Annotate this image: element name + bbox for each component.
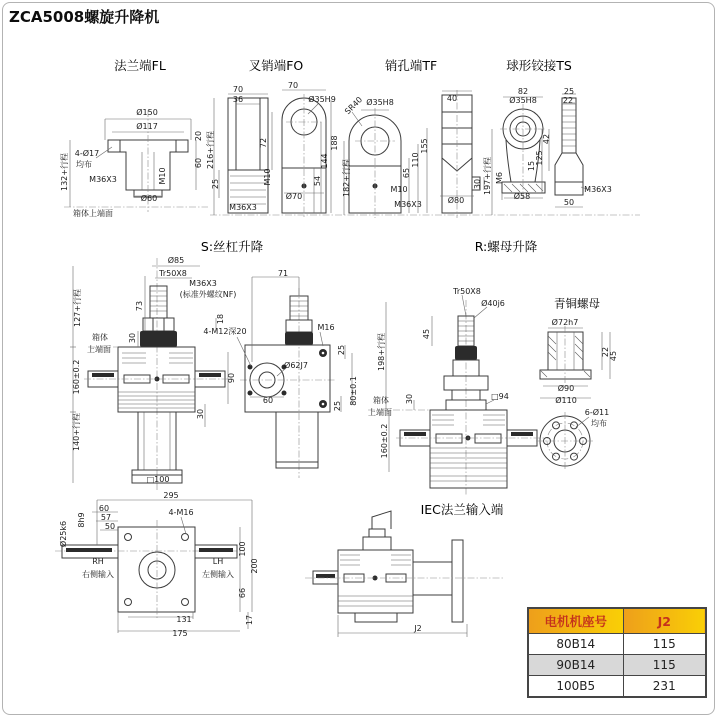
dim-label: 30 (405, 393, 414, 405)
dim-label: 17 (245, 614, 254, 626)
dim-label: Ø80 (447, 196, 465, 205)
dim-label: 60 (98, 504, 110, 513)
dim-label: M36X3 (584, 185, 612, 194)
dim-label: 131 (176, 615, 192, 624)
section-title: 青铜螺母 (554, 296, 600, 311)
dim-label: M10 (158, 167, 167, 185)
dim-label: 127+行程 (73, 289, 82, 327)
dim-label: 22 (562, 96, 574, 105)
dim-label: 188 (330, 135, 339, 151)
section-title: R:螺母升降 (474, 238, 538, 254)
dim-label: M10 (263, 168, 272, 186)
dim-label: 30 (473, 178, 482, 190)
dim-label: 125 (535, 150, 544, 166)
dim-label: Tr50X8 (453, 287, 481, 296)
table-cell: 115 (623, 634, 706, 655)
dim-label: 71 (277, 269, 289, 278)
table-cell: 100B5 (528, 676, 623, 698)
dim-label: Ø40j6 (481, 299, 505, 308)
dim-label: 均布 (591, 419, 607, 428)
dim-label: 箱体 (373, 396, 389, 405)
dim-label: 57 (100, 513, 112, 522)
dim-label: Ø72h7 (551, 318, 579, 327)
dim-label: 箱体 (92, 333, 108, 342)
dim-label: 110 (411, 152, 420, 168)
dim-label: 45 (422, 328, 431, 340)
dim-label: M36X3 (229, 203, 257, 212)
dim-label: 18 (216, 313, 225, 325)
dim-label: M36X3 (189, 279, 217, 288)
dim-label: 4-M12深20 (203, 327, 247, 336)
dim-label: 160±0.2 (72, 359, 81, 395)
dim-label: 70 (287, 81, 299, 90)
table-body (528, 634, 706, 698)
motor-frame-table (527, 607, 707, 698)
table-header-row (528, 608, 706, 634)
dim-label: 80±0.1 (349, 376, 358, 406)
dim-label: 60 (262, 396, 274, 405)
dim-label: J2 (414, 624, 422, 633)
dim-label: 182+行程 (342, 159, 351, 197)
dim-label: 25 (333, 400, 342, 412)
dim-label: 295 (163, 491, 179, 500)
dim-label: Ø35H9 (308, 95, 336, 104)
dim-label: 左侧输入 (202, 570, 234, 579)
table-row (528, 676, 706, 698)
dim-label: 8h9 (77, 512, 86, 528)
dim-label: 4-Ø17 (74, 149, 100, 158)
dim-label: 50 (104, 522, 116, 531)
table-row (528, 655, 706, 676)
dim-label: 200 (250, 558, 259, 574)
dim-label: 25 (563, 87, 575, 96)
table-cell: 231 (623, 676, 706, 698)
dim-label: 36 (232, 95, 244, 104)
section-title: IEC法兰输入端 (420, 501, 504, 517)
dim-label: 216+行程 (206, 131, 215, 169)
dim-label: Tr50X8 (159, 269, 187, 278)
dim-label: 箱体上端面 (73, 209, 113, 218)
dim-label: M16 (317, 323, 335, 332)
dim-label: LH (212, 557, 224, 566)
dim-label: Ø25k6 (59, 520, 68, 548)
section-title: 销孔端TF (384, 57, 438, 73)
table-header-cell: 电机机座号 (528, 608, 623, 634)
dim-label: 155 (420, 138, 429, 154)
table-cell: 90B14 (528, 655, 623, 676)
dim-label: Ø110 (555, 396, 577, 405)
section-title: 叉销端FO (248, 57, 304, 73)
dim-label: Ø35H8 (366, 98, 394, 107)
dim-label: 66 (238, 587, 247, 599)
dim-label: Ø70 (285, 192, 303, 201)
dim-label: RH (92, 557, 104, 566)
section-title: S:丝杠升降 (200, 238, 264, 254)
dim-label: 72 (259, 137, 268, 149)
dim-label: Ø58 (513, 192, 531, 201)
dim-label: 22 (601, 346, 610, 358)
dim-label: 40 (446, 94, 458, 103)
dim-label: 54 (313, 175, 322, 187)
table-cell: 115 (623, 655, 706, 676)
dim-label: 42 (542, 133, 551, 145)
dim-label: 70 (232, 85, 244, 94)
dim-label: 140+行程 (72, 413, 81, 451)
dim-label: Ø90 (557, 384, 575, 393)
dim-label: M10 (390, 185, 408, 194)
dim-label: Ø85 (167, 256, 185, 265)
dim-label: 30 (128, 332, 137, 344)
dim-label: 20 (194, 130, 203, 142)
dim-label: 右侧输入 (82, 570, 114, 579)
dim-label: 90 (227, 372, 236, 384)
page-title: ZCA5008螺旋升降机 (9, 8, 160, 26)
dim-label: 60 (194, 157, 203, 169)
dim-label: M6 (495, 172, 504, 184)
dim-label: 197+行程 (483, 157, 492, 195)
dim-label: 144 (320, 153, 329, 169)
dim-label: 上端面 (87, 345, 111, 354)
dim-label: □100 (146, 475, 170, 484)
dim-label: 73 (135, 300, 144, 312)
dim-label: 6-Ø11 (584, 408, 610, 417)
section-title: 球形铰接TS (506, 57, 572, 73)
dim-label: 均布 (76, 160, 92, 169)
dim-label: (标准外螺纹NF) (179, 290, 237, 299)
dim-label: Ø150 (136, 108, 158, 117)
dim-label: Ø35H8 (509, 96, 537, 105)
dim-label: 4-M16 (168, 508, 194, 517)
dim-label: M36X3 (89, 175, 117, 184)
dim-label: 45 (609, 350, 618, 362)
dim-label: 160±0.2 (380, 423, 389, 459)
dim-label: SR40 (343, 95, 365, 117)
dim-label: M36X3 (394, 200, 422, 209)
dim-label: 30 (196, 408, 205, 420)
table-header-cell: J2 (623, 608, 706, 634)
dim-label: 132+行程 (60, 153, 69, 191)
dim-label: 15 (527, 160, 536, 172)
dim-label: Ø62J7 (284, 361, 308, 370)
dim-label: 100 (238, 541, 247, 557)
dim-label: □94 (491, 392, 509, 401)
table-row (528, 634, 706, 655)
dim-label: 50 (563, 198, 575, 207)
dim-label: 198+行程 (377, 333, 386, 371)
dim-label: 25 (337, 344, 346, 356)
section-title: 法兰端FL (114, 57, 166, 73)
dim-label: Ø60 (140, 194, 158, 203)
dim-label: 175 (172, 629, 188, 638)
dim-label: 25 (211, 178, 220, 190)
dim-label: 65 (402, 167, 411, 179)
dim-label: 上端面 (368, 408, 392, 417)
table-cell: 80B14 (528, 634, 623, 655)
dim-label: Ø117 (136, 122, 158, 131)
dim-label: 82 (517, 87, 529, 96)
